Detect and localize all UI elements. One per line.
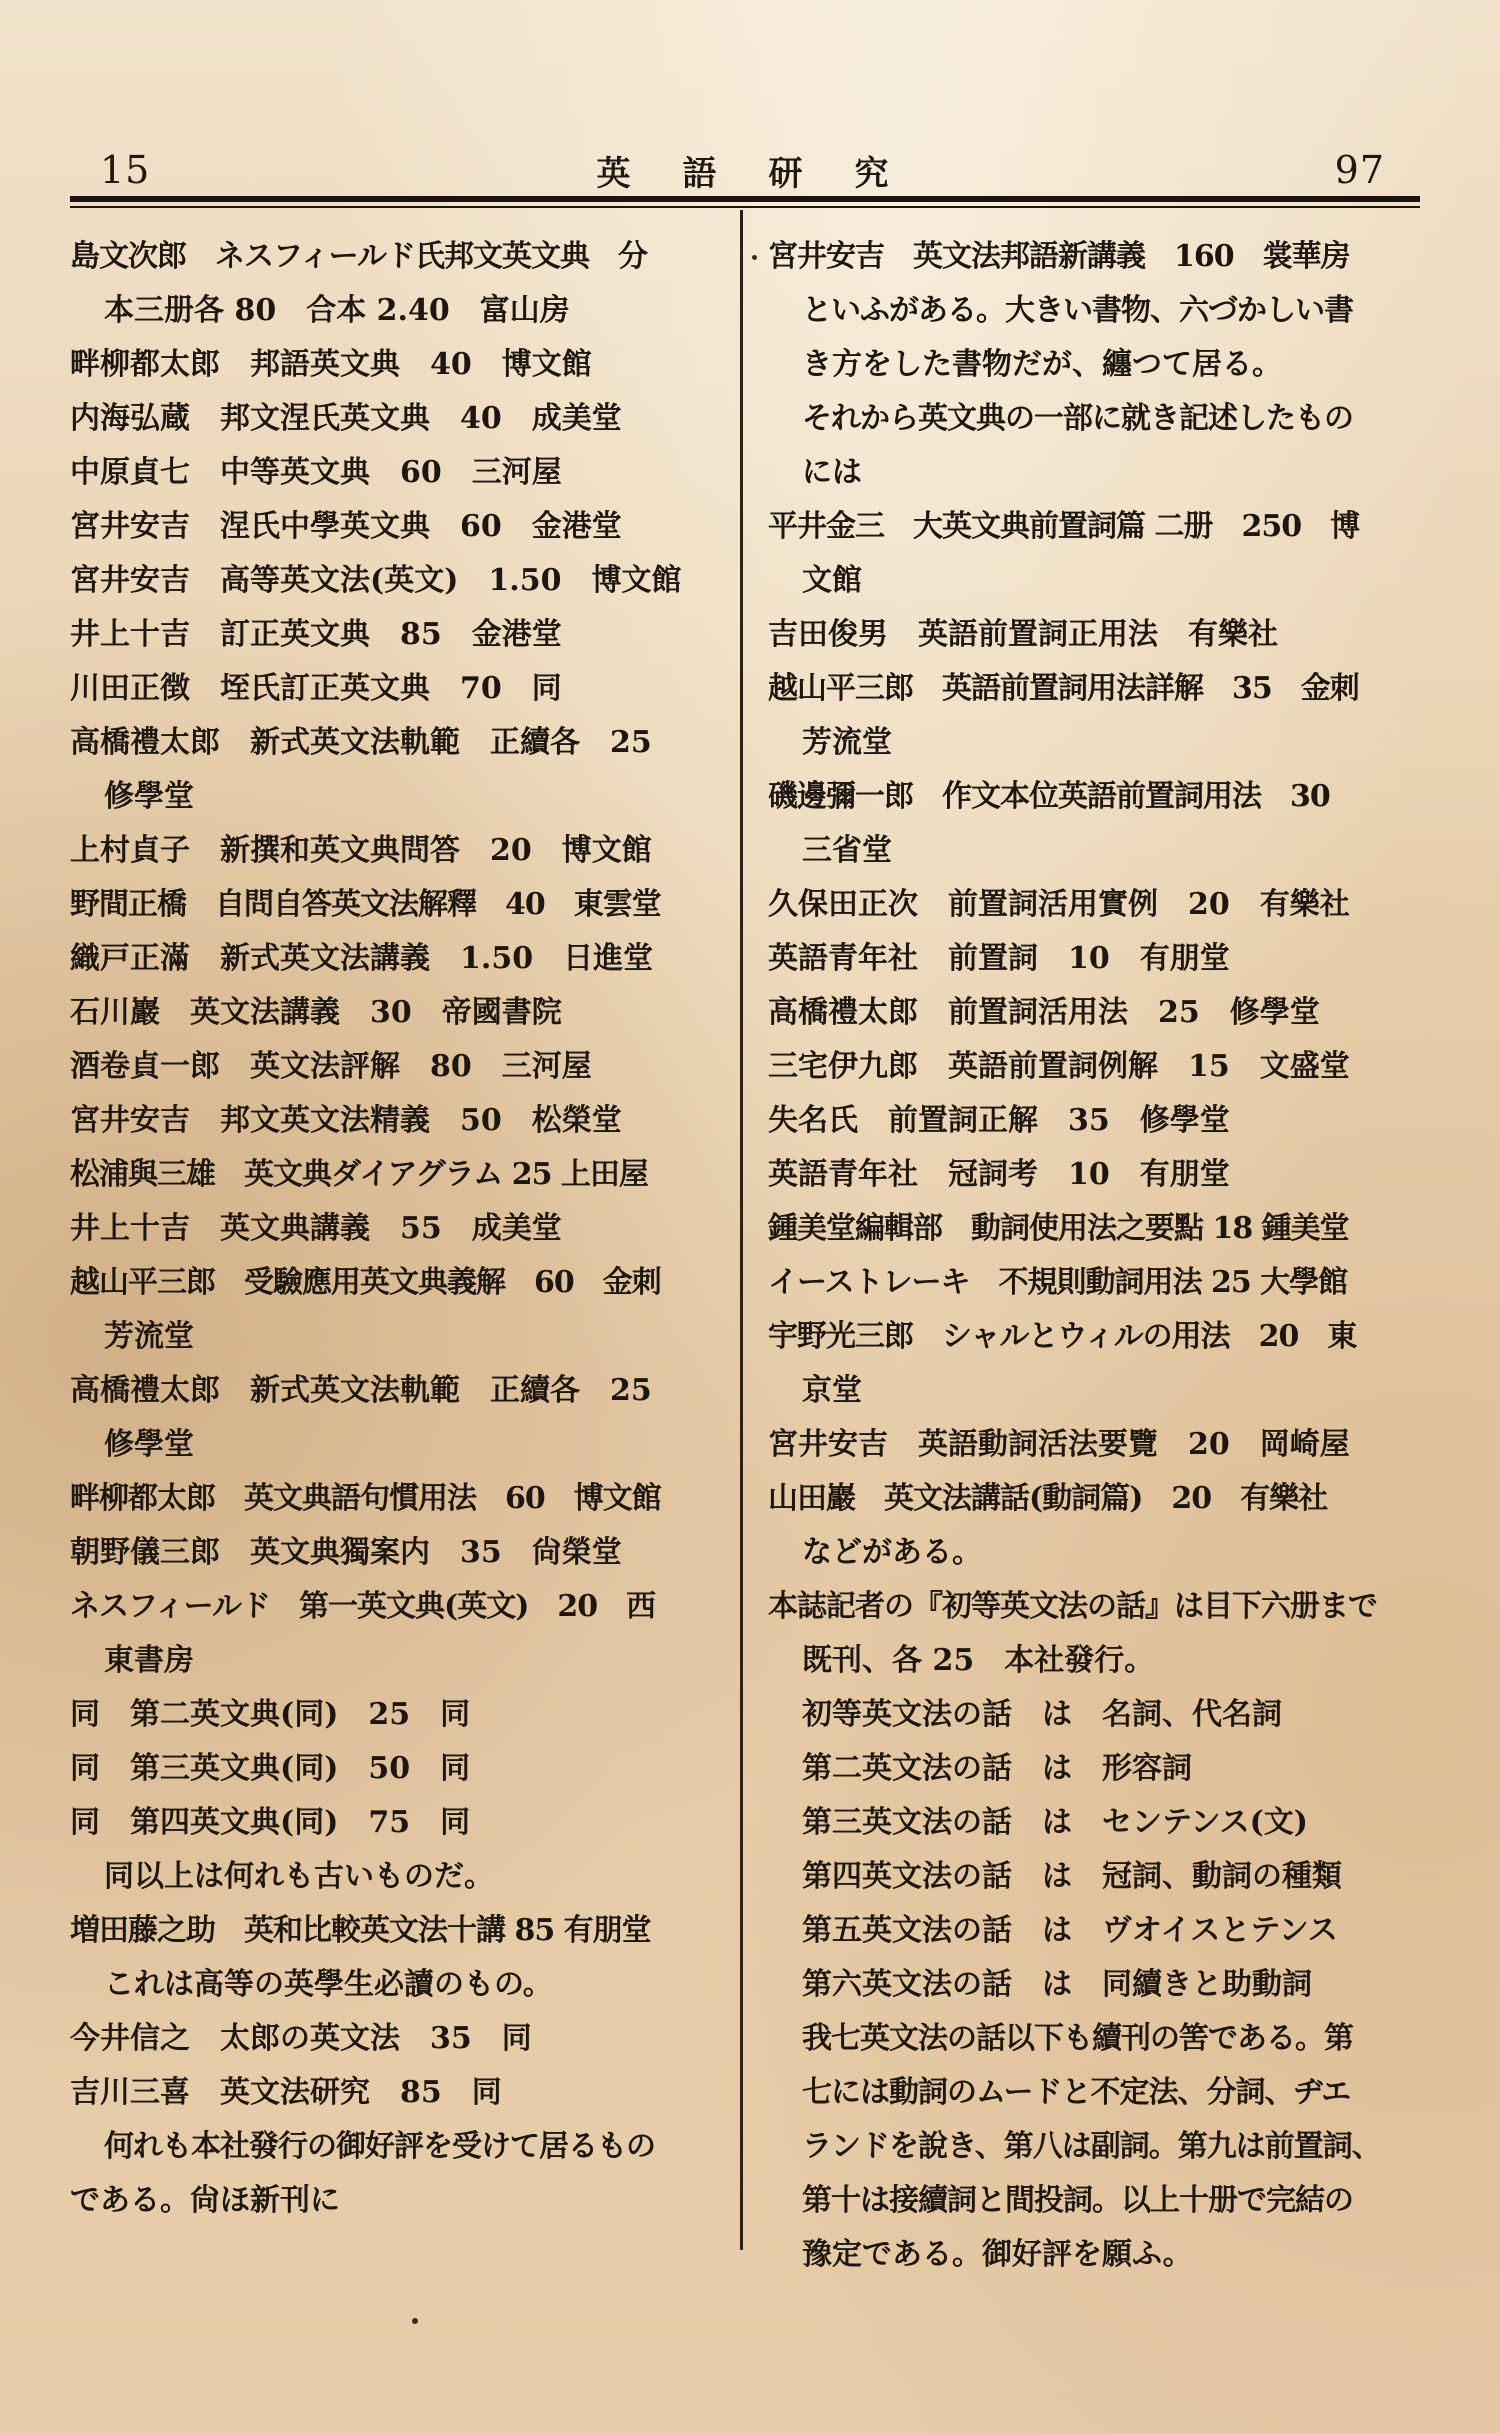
- list-item: 吉川三喜 英文法研究 85 同: [70, 2075, 502, 2110]
- list-item: 磯邊彌一郎 作文本位英語前置詞用法 30: [768, 779, 1330, 814]
- list-item: 井上十吉 訂正英文典 85 金港堂: [70, 617, 562, 652]
- list-item: 中原貞七 中等英文典 60 三河屋: [70, 455, 562, 490]
- right-page-number: 97: [1334, 148, 1385, 192]
- list-item: などがある。: [802, 1535, 982, 1570]
- list-item: 宮井安吉 英文法邦語新講義 160 裳華房: [768, 239, 1350, 274]
- page-header: [70, 140, 1415, 196]
- list-item: 修學堂: [104, 1427, 194, 1462]
- header-rule: [70, 196, 1420, 202]
- list-item: 三省堂: [802, 833, 892, 868]
- list-item: 宇野光三郎 シャルとウィルの用法 20 東: [768, 1319, 1357, 1354]
- list-item: 初等英文法の話 は 名詞、代名詞: [802, 1697, 1282, 1732]
- list-item: 織戸正滿 新式英文法講義 1.50 日進堂: [70, 941, 654, 976]
- list-item: 芳流堂: [802, 725, 892, 760]
- list-item: 第三英文法の話 は センテンス(文): [802, 1805, 1308, 1840]
- list-item: 本誌記者の『初等英文法の話』は目下六册まで: [768, 1589, 1377, 1624]
- list-item: 島文次郎 ネスフィールド氏邦文英文典 分: [70, 239, 647, 274]
- list-item: 英語青年社 前置詞 10 有朋堂: [768, 941, 1230, 976]
- list-item: 同 第三英文典(同) 50 同: [70, 1751, 471, 1786]
- list-item: 宮井安吉 涅氏中學英文典 60 金港堂: [70, 509, 622, 544]
- list-item: イーストレーキ 不規則動詞用法 25 大學館: [768, 1265, 1348, 1300]
- list-item: 同以上は何れも古いものだ。: [104, 1859, 494, 1894]
- list-item: 第五英文法の話 は ヴオイスとテンス: [802, 1913, 1338, 1948]
- list-item: 修學堂: [104, 779, 194, 814]
- list-item: 平井金三 大英文典前置詞篇 二册 250 博: [768, 509, 1360, 544]
- list-item: 酒卷貞一郎 英文法評解 80 三河屋: [70, 1049, 592, 1084]
- ink-spot: [412, 2318, 418, 2324]
- list-item: である。尙ほ新刊に: [70, 2183, 340, 2218]
- list-item: 上村貞子 新撰和英文典問答 20 博文館: [70, 833, 652, 868]
- list-item: 越山平三郎 英語前置詞用法詳解 35 金刺: [768, 671, 1359, 706]
- list-item: といふがある。大きい書物、六づかしい書: [802, 293, 1353, 328]
- list-item: ネスフィールド 第一英文典(英文) 20 西: [70, 1589, 656, 1624]
- list-item: 宮井安吉 英語動詞活法要覽 20 岡崎屋: [768, 1427, 1350, 1462]
- list-item: 京堂: [802, 1373, 862, 1408]
- list-item: 第十は接續詞と間投詞。以上十册で完結の: [802, 2183, 1353, 2218]
- list-item: き方をした書物だが、纏つて居る。: [802, 347, 1282, 382]
- list-item: 豫定である。御好評を願ふ。: [802, 2237, 1193, 2272]
- ink-spot: [752, 255, 757, 260]
- list-item: 芳流堂: [104, 1319, 194, 1354]
- list-item: 畔柳都太郎 英文典語句慣用法 60 博文館: [70, 1481, 661, 1516]
- list-item: 既刊、各 25 本社發行。: [802, 1643, 1155, 1678]
- list-item: 増田藤之助 英和比較英文法十講 85 有朋堂: [70, 1913, 651, 1948]
- list-item: 越山平三郎 受驗應用英文典義解 60 金刺: [70, 1265, 661, 1300]
- list-item: 文館: [802, 563, 862, 598]
- column-divider: [740, 210, 743, 2250]
- list-item: ランドを說き、第八は副詞。第九は前置詞、: [802, 2129, 1381, 2164]
- list-item: 鍾美堂編輯部 動詞使用法之要點 18 鍾美堂: [768, 1211, 1349, 1246]
- list-item: 井上十吉 英文典講義 55 成美堂: [70, 1211, 562, 1246]
- list-item: 三宅伊九郎 英語前置詞例解 15 文盛堂: [768, 1049, 1350, 1084]
- list-item: 石川巖 英文法講義 30 帝國書院: [70, 995, 562, 1030]
- list-item: 高橋禮太郎 前置詞活用法 25 修學堂: [768, 995, 1320, 1030]
- list-item: 第六英文法の話 は 同續きと助動詞: [802, 1967, 1312, 2002]
- left-column: [70, 230, 725, 2228]
- list-item: それから英文典の一部に就き記述したもの: [802, 401, 1353, 436]
- list-item: 七には動詞のムードと不定法、分詞、ヂエ: [802, 2075, 1351, 2110]
- list-item: 高橋禮太郎 新式英文法軌範 正續各 25: [70, 1373, 652, 1408]
- list-item: これは高等の英學生必讀のもの。: [104, 1967, 553, 2002]
- header-rule-thin: [70, 206, 1420, 208]
- list-item: 川田正徴 垤氏訂正英文典 70 同: [70, 671, 562, 706]
- list-item: 本三册各 80 合本 2.40 富山房: [104, 293, 570, 328]
- list-item: 同 第四英文典(同) 75 同: [70, 1805, 471, 1840]
- list-item: 久保田正次 前置詞活用實例 20 有樂社: [768, 887, 1350, 922]
- running-title: 英語研究: [596, 154, 941, 194]
- list-item: 山田巖 英文法講話(動詞篇) 20 有樂社: [768, 1481, 1328, 1516]
- list-item: 畔柳都太郎 邦語英文典 40 博文館: [70, 347, 592, 382]
- list-item: 失名氏 前置詞正解 35 修學堂: [768, 1103, 1230, 1138]
- list-item: 我七英文法の話以下も續刊の筈である。第: [802, 2021, 1353, 2056]
- list-item: 何れも本社發行の御好評を受けて居るもの: [104, 2129, 655, 2164]
- list-item: 野間正橋 自問自答英文法解釋 40 東雲堂: [70, 887, 661, 922]
- list-item: 第二英文法の話 は 形容詞: [802, 1751, 1192, 1786]
- list-item: 内海弘蔵 邦文涅氏英文典 40 成美堂: [70, 401, 622, 436]
- list-item: 宮井安吉 高等英文法(英文) 1.50 博文館: [70, 563, 682, 598]
- list-item: 東書房: [104, 1643, 194, 1678]
- list-item: 宮井安吉 邦文英文法精義 50 松榮堂: [70, 1103, 622, 1138]
- list-item: 高橋禮太郎 新式英文法軌範 正續各 25: [70, 725, 652, 760]
- list-item: 吉田俊男 英語前置詞正用法 有樂社: [768, 617, 1278, 652]
- right-column: [768, 230, 1423, 2282]
- list-item: 英語青年社 冠詞考 10 有朋堂: [768, 1157, 1230, 1192]
- list-item: 今井信之 太郎の英文法 35 同: [70, 2021, 532, 2056]
- list-item: 松浦與三雄 英文典ダイアグラム 25 上田屋: [70, 1157, 648, 1192]
- list-item: 朝野儀三郎 英文典獨案内 35 尙榮堂: [70, 1535, 622, 1570]
- list-item: 同 第二英文典(同) 25 同: [70, 1697, 471, 1732]
- list-item: 第四英文法の話 は 冠詞、動詞の種類: [802, 1859, 1342, 1894]
- list-item: には: [802, 455, 862, 490]
- left-page-number: 15: [100, 148, 151, 192]
